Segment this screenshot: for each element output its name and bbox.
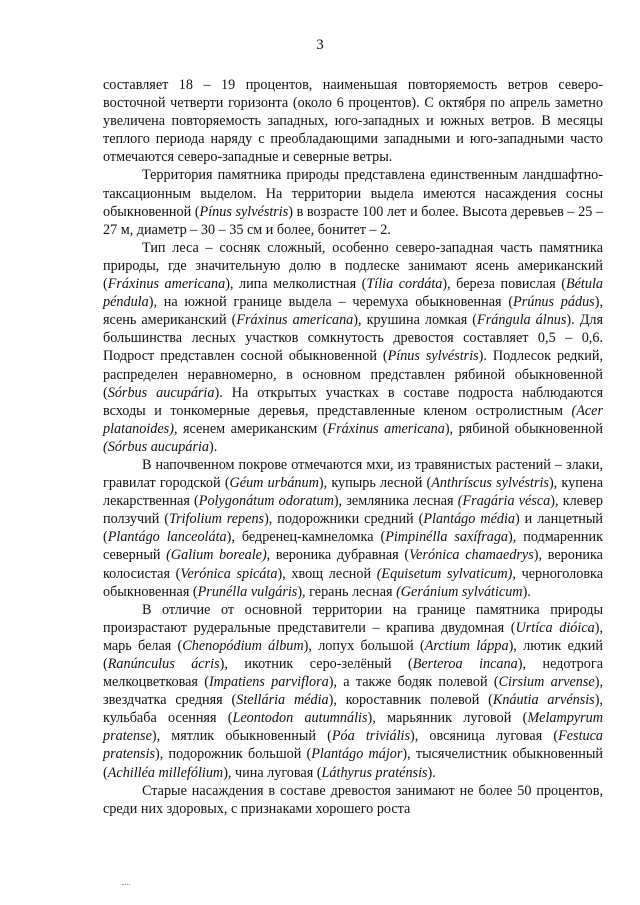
latin-species-name: Fráxinus americana bbox=[327, 420, 445, 437]
latin-species-name: Póa triviális bbox=[331, 728, 410, 745]
text-run: ), а также бодяк полевой ( bbox=[328, 674, 499, 691]
paragraph-territory bbox=[103, 166, 603, 238]
latin-species-name: (Geránium sylváticum bbox=[396, 583, 523, 600]
latin-species-name: Plantágo májor bbox=[311, 746, 403, 763]
latin-species-name: Fráxinus americana bbox=[236, 312, 354, 329]
latin-species-name: Trifolium repens bbox=[168, 511, 265, 528]
text-run: ), рябиной обыкновенной bbox=[444, 420, 603, 437]
latin-species-name: (Acer platanoides) bbox=[103, 402, 603, 437]
text-run: ), герань лесная bbox=[297, 583, 397, 600]
latin-species-name: Verónica chamaedrys bbox=[409, 547, 534, 564]
latin-species-name: Ranúnculus ácris bbox=[107, 656, 220, 672]
text-run: ), лопух большой ( bbox=[303, 637, 425, 654]
text-run: ). Подлесок редкий, распределен неравномерно, в основном представлен рябиной обыкновенной ( bbox=[103, 348, 603, 401]
latin-species-name: Cirsium arvense bbox=[498, 674, 595, 691]
paragraph-ground-cover bbox=[103, 456, 603, 601]
latin-species-name: Pimpinélla saxífraga bbox=[385, 529, 509, 546]
latin-species-name: Géum urbánum bbox=[229, 475, 319, 492]
latin-species-name: Achilléa millefólium bbox=[107, 764, 224, 781]
text-run: ), икотник серо-зелёный ( bbox=[219, 656, 413, 672]
text-run: ), бедренец-камнеломка ( bbox=[226, 529, 386, 546]
latin-species-name: Tília cordáta bbox=[366, 276, 443, 293]
latin-species-name: Prunélla vulgáris bbox=[197, 583, 298, 600]
text-run: ). bbox=[427, 764, 436, 781]
text-run: , ясенем американским ( bbox=[173, 420, 328, 437]
latin-species-name: Pínus sylvéstris bbox=[387, 348, 479, 365]
latin-species-name: Knáutia arvénsis bbox=[492, 692, 595, 709]
latin-species-name: Anthríscus sylvéstris bbox=[431, 475, 549, 492]
text-run: ), береза повислая ( bbox=[442, 276, 566, 293]
latin-species-name: Stellária média bbox=[236, 692, 329, 709]
text-run: ), мятлик обыкновенный ( bbox=[151, 728, 332, 745]
paragraph-old-stands bbox=[103, 782, 603, 818]
latin-species-name: Pínus sylvéstris bbox=[199, 203, 289, 220]
text-run: ), тысячелистник обыкновенный ( bbox=[103, 746, 603, 781]
text-run: , вероника дубравная ( bbox=[266, 547, 410, 564]
latin-species-name: Melampyrum pratense bbox=[103, 710, 603, 745]
latin-species-name: Berteroa incana bbox=[412, 656, 518, 672]
latin-species-name: Fráxinus americana bbox=[107, 276, 226, 293]
text-run: ), крушина ломкая ( bbox=[353, 312, 478, 329]
paragraph-forest-type bbox=[103, 239, 603, 456]
latin-species-name: Bétula péndula bbox=[103, 276, 603, 311]
paragraph-ruderal-plants bbox=[103, 601, 603, 782]
text-run: ), чина луговая ( bbox=[223, 764, 322, 781]
text-run: ), хвощ лесной bbox=[277, 565, 377, 582]
text-run: ), овсяница луговая ( bbox=[410, 728, 559, 745]
text-run: ), подорожники средний ( bbox=[264, 511, 424, 528]
document-body bbox=[103, 76, 603, 818]
text-run: В напочвенном покрове отмечаются мхи, из травянистых растений – злаки, гравилат городской ( bbox=[103, 456, 603, 492]
paragraph-wind-repeatability bbox=[103, 76, 603, 166]
text-run: ), земляника лесная bbox=[333, 493, 458, 510]
latin-species-name: Plantágo lanceoláta bbox=[107, 529, 227, 546]
latin-species-name: Prúnus pádus bbox=[513, 294, 595, 311]
latin-species-name: Urtíca dióica bbox=[515, 619, 595, 636]
text-run: Старые насаждения в составе древостоя занимают не более 50 процентов, среди них здоровых, с признаками хорошего роста bbox=[103, 782, 603, 817]
text-run: ), купена лекарственная ( bbox=[103, 475, 603, 510]
page-number: 3 bbox=[316, 37, 324, 53]
text-run: ), купырь лесной ( bbox=[318, 475, 432, 492]
latin-species-name: Impatiens parviflora bbox=[208, 674, 329, 691]
footer-dotted-mark bbox=[122, 884, 130, 886]
text-run: ), вероника колосистая ( bbox=[103, 547, 603, 582]
text-run: ), звездчатка средняя ( bbox=[103, 674, 604, 709]
latin-species-name: (Galium boreale) bbox=[166, 547, 267, 564]
latin-species-name: (Sórbus aucupária bbox=[103, 438, 210, 455]
text-run: ), марьянник луговой ( bbox=[367, 710, 528, 727]
text-run: Тип леса – сосняк сложный, особенно северо-западная часть памятника природы, где значительную долю в подлеске занимают ясень американский ( bbox=[103, 239, 603, 293]
latin-species-name: Leontodon autumnális bbox=[232, 710, 368, 727]
text-run: ), кульбаба осенняя ( bbox=[103, 692, 603, 727]
text-run: ), короставник полевой ( bbox=[328, 692, 493, 709]
text-run: ), лютик едкий ( bbox=[103, 637, 603, 672]
latin-species-name: Plantágo média bbox=[423, 511, 515, 528]
text-run: ), клевер ползучий ( bbox=[103, 493, 603, 528]
text-run: составляет 18 – 19 процентов, наименьшая повторяемость ветров северо-восточной четверти горизонта (около 6 процентов). С октября по апрель заметно увеличена повторяемость западных, юго-западных и южных ветров. В месяцы теплого периода наряду с преобладающими западными и юго-западными часто отмечаются северо-западные и северные ветры. bbox=[103, 77, 603, 166]
latin-species-name: Arctium láppa bbox=[424, 637, 509, 654]
text-run: ), подмаренник северный bbox=[103, 529, 603, 564]
latin-species-name: Sórbus aucupária bbox=[107, 384, 215, 401]
text-run: ), ясень американский ( bbox=[103, 294, 603, 329]
text-run: ), липа мелколистная ( bbox=[225, 276, 367, 293]
text-run: ). На открытых участках в составе подроста наблюдаются всходы и тонкомерные деревья, представленные кленом остролистным bbox=[103, 384, 603, 419]
text-run: ) и ланцетный ( bbox=[103, 511, 604, 546]
text-run: ). Для большинства лесных участков сомкнутость древостоя составляет 0,5 – 0,6. Подрост представлен сосной обыкновенной ( bbox=[103, 312, 603, 365]
latin-species-name: Verónica spicáta bbox=[180, 565, 278, 582]
latin-species-name: Frángula álnus bbox=[477, 312, 567, 329]
latin-species-name: Láthyrus praténsis bbox=[321, 764, 428, 781]
text-run: ). bbox=[522, 583, 531, 600]
text-run: ), на южной границе выдела – черемуха обыкновенная ( bbox=[148, 294, 514, 311]
text-run: ), подорожник большой ( bbox=[155, 746, 312, 763]
text-run: черноголовка обыкновенная ( bbox=[103, 565, 604, 600]
latin-species-name: (Fragária vésca bbox=[457, 493, 551, 510]
text-run: Территория памятника природы представлена единственным ландшафтно-таксационным выделом. На территории выдела имеются насаждения сосны обыкновенной ( bbox=[103, 167, 603, 220]
text-run: ), недотрога мелкоцветковая ( bbox=[103, 656, 603, 691]
text-run: ). bbox=[209, 438, 218, 455]
latin-species-name: Polygonátum odoratum bbox=[198, 493, 334, 510]
latin-species-name: (Equisetum sylvaticum), bbox=[376, 565, 516, 582]
text-run: ), марь белая ( bbox=[103, 619, 603, 654]
text-run: ) в возрасте 100 лет и более. Высота деревьев – 25 – 27 м, диаметр – 30 – 35 см и более, бонитет – 2. bbox=[103, 203, 603, 238]
latin-species-name: Chenopódium álbum bbox=[182, 637, 304, 654]
text-run: В отличие от основной территории на границе памятника природы произрастают рудеральные представители – крапива двудомная ( bbox=[103, 601, 603, 636]
latin-species-name: Festuca pratensis bbox=[103, 728, 604, 763]
